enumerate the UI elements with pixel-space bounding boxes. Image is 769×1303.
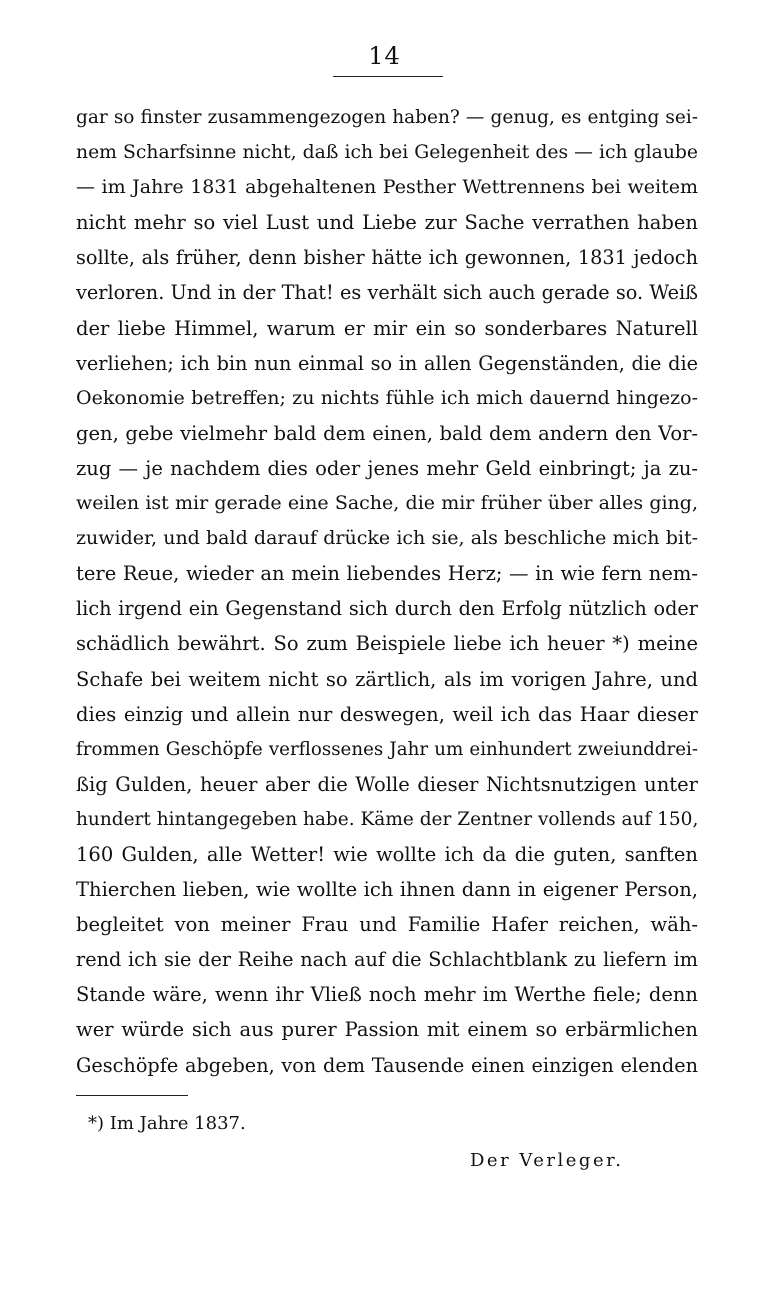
text-line: Geschöpfe abgeben, von dem Tausende einen einzigen elenden — [76, 1053, 698, 1077]
footnote-rule — [76, 1095, 188, 1096]
text-line: verliehen; ich bin nun einmal so in allen Gegenständen, die die — [76, 351, 698, 375]
text-line: nicht mehr so viel Lust und Liebe zur Sache verrathen haben — [76, 211, 698, 235]
text-line: verloren. Und in der That! es verhält sich auch gerade so. Weiß — [76, 281, 698, 305]
text-line: lich irgend ein Gegenstand sich durch den Erfolg nützlich oder — [76, 597, 698, 621]
text-line: Oekonomie betreffen; zu nichts fühle ich mich dauernd hingezo- — [76, 386, 698, 409]
text-line: gar so finster zusammengezogen haben? — genug, es entging sei- — [76, 107, 698, 128]
text-line: 160 Gulden, alle Wetter! wie wollte ich da die guten, sanften — [76, 842, 698, 866]
text-line: Stande wäre, wenn ihr Vließ noch mehr im Werthe fiele; denn — [76, 983, 698, 1007]
text-line: wer würde sich aus purer Passion mit einem so erbärmlichen — [76, 1018, 698, 1042]
text-line: rend ich sie der Reihe nach auf die Schlachtblank zu liefern im — [76, 948, 698, 972]
publisher-signature: Der Verleger. — [470, 1150, 624, 1171]
page-number: 14 — [368, 42, 401, 70]
text-line: begleitet von meiner Frau und Familie Hafer reichen, wäh- — [76, 913, 698, 937]
text-line: zuwider, und bald darauf drücke ich sie, als beschliche mich bit- — [76, 527, 698, 550]
text-line: frommen Geschöpfe verflossenes Jahr um einhundert zweiunddrei- — [76, 738, 698, 760]
text-line: sollte, als früher, denn bisher hätte ich gewonnen, 1831 jedoch — [76, 246, 698, 270]
text-line: zug — je nachdem dies oder jenes mehr Geld einbringt; ja zu- — [76, 456, 698, 480]
text-line: schädlich bewährt. So zum Beispiele liebe ich heuer *) meine — [76, 632, 698, 656]
text-line: dies einzig und allein nur deswegen, weil ich das Haar dieser — [76, 702, 698, 726]
text-line: weilen ist mir gerade eine Sache, die mir früher über alles ging, — [76, 492, 698, 515]
text-line: Schafe bei weitem nicht so zärtlich, als im vorigen Jahre, und — [76, 667, 698, 691]
text-line: Thierchen lieben, wie wollte ich ihnen dann in eigener Person, — [76, 878, 698, 902]
body-text — [76, 100, 698, 1083]
footnote: *) Im Jahre 1837. — [88, 1113, 246, 1134]
text-line: — im Jahre 1831 abgehaltenen Pesther Wettrennens bei weitem — [76, 176, 698, 199]
text-line: gen, gebe vielmehr bald dem einen, bald dem andern den Vor- — [76, 421, 698, 445]
text-line: ßig Gulden, heuer aber die Wolle dieser Nichtsnutzigen unter — [76, 772, 698, 796]
header-rule — [333, 76, 443, 77]
text-line: der liebe Himmel, warum er mir ein so sonderbares Naturell — [76, 316, 698, 340]
text-line: tere Reue, wieder an mein liebendes Herz; — in wie fern nem- — [76, 562, 698, 586]
text-line: nem Scharfsinne nicht, daß ich bei Gelegenheit des — ich glaube — [76, 142, 698, 164]
text-line: hundert hintangegeben habe. Käme der Zentner vollends auf 150, — [76, 808, 698, 830]
